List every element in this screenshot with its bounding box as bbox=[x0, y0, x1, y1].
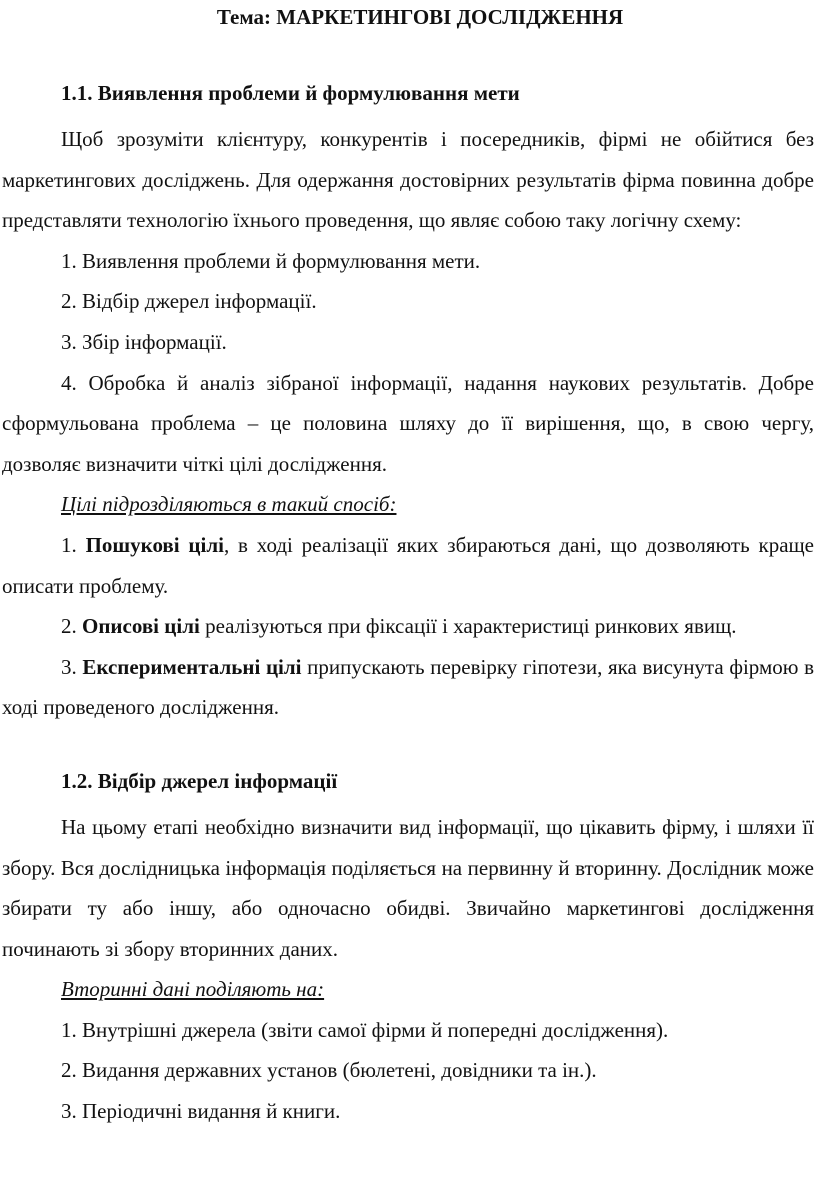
goal-2 bbox=[2, 606, 814, 647]
document-title: Тема: МАРКЕТИНГОВІ ДОСЛІДЖЕННЯ bbox=[216, 5, 624, 29]
step-3: 3. Збір інформації. bbox=[61, 329, 227, 354]
goal-3-term: Експериментальні цілі bbox=[82, 654, 302, 679]
step-1: 1. Виявлення проблеми й формулювання мети. bbox=[61, 248, 481, 273]
goal-1-term: Пошукові цілі bbox=[85, 532, 224, 557]
section-1-1-intro: Щоб зрозуміти клієнтуру, конкурентів і посередників, фірмі не обійтися без маркетингових досліджень. Для одержання достовірних результатів фірма повинна добре представляти технологію їхнього проведення, що являє собою таку логічну схему: bbox=[2, 127, 814, 233]
goals-subheading: Цілі підрозділяються в такий спосіб: bbox=[61, 492, 397, 517]
section-heading-1-1: 1.1. Виявлення проблеми й формулювання мети bbox=[61, 81, 520, 105]
secondary-subheading: Вторинні дані поділяють на: bbox=[61, 977, 325, 1002]
goal-1 bbox=[2, 525, 814, 606]
secondary-item-2: 2. Видання державних установ (бюлетені, довідники та ін.). bbox=[61, 1058, 597, 1083]
step-2: 2. Відбір джерел інформації. bbox=[61, 289, 317, 314]
goal-1-num: 1. bbox=[61, 532, 86, 557]
goal-2-term: Описові цілі bbox=[82, 614, 200, 639]
goal-3 bbox=[2, 647, 814, 728]
secondary-item-1: 1. Внутрішні джерела (звіти самої фірми й попередні дослідження). bbox=[61, 1017, 669, 1042]
section-heading-1-2: 1.2. Відбір джерел інформації bbox=[61, 768, 338, 793]
goal-2-num: 2. bbox=[61, 614, 82, 639]
goal-1-text: , в ході реалізації яких збираються дані, що дозволяють краще описати проблему. bbox=[2, 532, 815, 598]
step-4: 4. Обробка й аналіз зібраної інформації, надання наукових результатів. Добре сформульована проблема – це половина шляху до її вирішення, що, в свою чергу, дозволяє визначити чіткі цілі дослідження. bbox=[2, 370, 814, 476]
goal-3-text: припускають перевірку гіпотези, яка висунута фірмою в ході проведеного дослідження. bbox=[2, 654, 814, 720]
section-gap bbox=[2, 728, 814, 768]
goal-2-text: реалізуються при фіксації і характеристиці ринкових явищ. bbox=[199, 614, 737, 639]
secondary-item-3: 3. Періодичні видання й книги. bbox=[61, 1099, 341, 1124]
section-1-2-intro: На цьому етапі необхідно визначити вид інформації, що цікавить фірму, і шляхи її збору. Вся дослідницька інформація поділяється на первинну й вторинну. Дослідник може збирати ту або іншу, або одночасно обидві. Звичайно маркетингові дослідження починають зі збору вторинних даних. bbox=[2, 814, 814, 961]
goal-3-num: 3. bbox=[61, 654, 83, 679]
